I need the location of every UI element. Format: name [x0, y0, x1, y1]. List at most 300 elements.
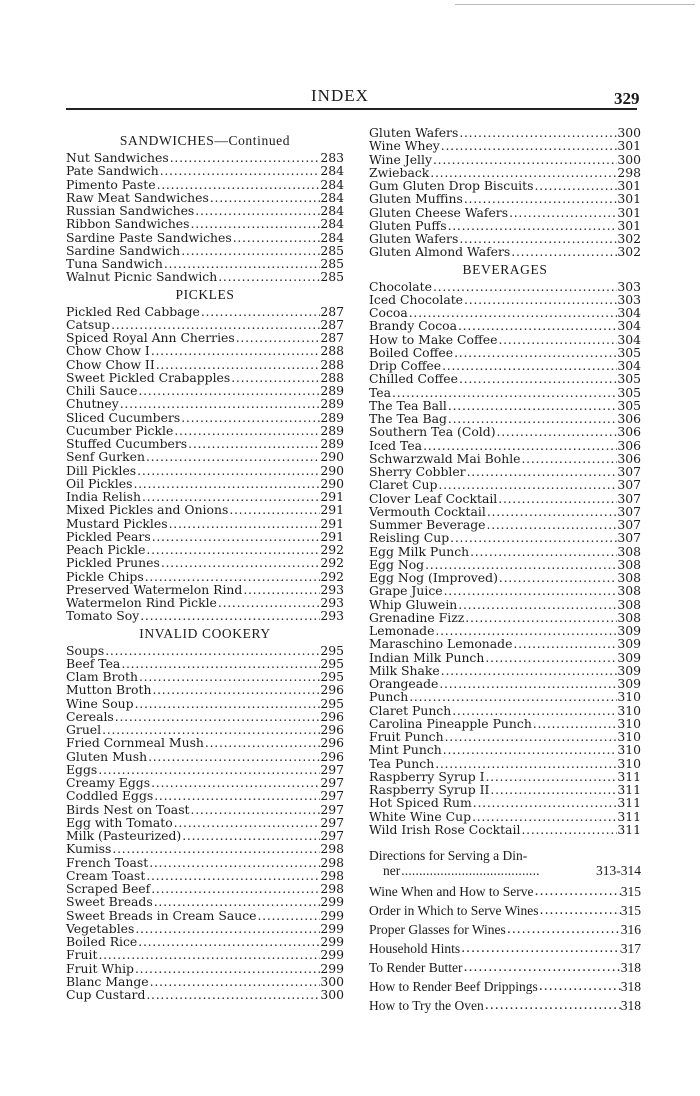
- dot-leader: [160, 556, 321, 569]
- entry-page: 295: [320, 669, 344, 684]
- dot-leader: [506, 920, 621, 939]
- entry-name: Grape Juice: [369, 583, 443, 599]
- entry-name: Gluten Wafers: [369, 231, 459, 246]
- entry-name: Sardine Paste Sandwiches: [66, 229, 232, 245]
- index-entry-order-in-which-to-serve-wines: [369, 901, 641, 920]
- index-entry-reisling-cup: [369, 531, 641, 544]
- index-entry-boiled-coffee: [369, 346, 641, 359]
- index-entry-cucumber-pickle: [66, 424, 344, 437]
- index-entry-iced-chocolate: [369, 293, 641, 306]
- entry-name: Chilled Coffee: [369, 371, 458, 387]
- index-entry-sardine-sandwich: [66, 244, 344, 257]
- dot-leader: [119, 397, 321, 410]
- index-entry-preserved-watermelon-rind: [66, 583, 344, 596]
- entry-name: Oil Pickles: [66, 475, 133, 491]
- dot-leader: [539, 901, 621, 920]
- entry-page: 296: [320, 682, 344, 698]
- entry-name: Pickled Pears: [66, 528, 151, 544]
- dot-leader: [408, 306, 618, 319]
- index-entry-gluten-cheese-wafers: [369, 206, 641, 219]
- entry-page: 306: [617, 424, 641, 440]
- dot-leader: [408, 690, 617, 703]
- index-entry-coddled-eggs: [66, 789, 344, 802]
- entry-page: 297: [320, 828, 344, 843]
- entry-page: 296: [320, 735, 344, 751]
- dot-leader: [484, 651, 617, 664]
- index-entry-mint-punch: [369, 743, 641, 756]
- index-entry-lemonade: [369, 624, 641, 637]
- entry-name: Chocolate: [369, 278, 432, 294]
- entry-page: 303: [617, 291, 641, 307]
- entry-page: 310: [617, 715, 641, 731]
- entry-page: 297: [320, 814, 344, 830]
- dot-leader: [145, 988, 320, 1001]
- entry-page: 300: [617, 125, 641, 140]
- entry-page: 284: [320, 189, 344, 205]
- dot-leader: [434, 757, 617, 770]
- entry-name: Cucumber Pickle: [66, 422, 174, 438]
- index-entry-dill-pickles: [66, 464, 344, 477]
- entry-name: Mustard Pickles: [66, 515, 168, 531]
- entry-name: Lemonade: [369, 623, 435, 638]
- index-entry-ribbon-sandwiches: [66, 217, 344, 230]
- entry-name: Zwieback: [369, 164, 430, 180]
- index-entry-tea-punch: [369, 757, 641, 770]
- entry-name: Iced Chocolate: [369, 291, 464, 307]
- index-entry-kumiss: [66, 842, 344, 855]
- index-entry-wild-irish-rose-cocktail: [369, 823, 641, 836]
- entry-page: 304: [617, 358, 641, 373]
- index-entry-cup-custard: [66, 988, 344, 1001]
- entry-name: Chutney: [66, 396, 119, 412]
- entry-page: 302: [617, 244, 641, 260]
- index-entry-india-relish: [66, 490, 344, 503]
- entry-name: Gluten Puffs: [369, 217, 447, 233]
- entry-name-line1: Directions for Serving a Din-: [369, 848, 528, 863]
- entry-page: 307: [617, 530, 641, 546]
- dot-leader: [466, 465, 618, 478]
- index-entry-mixed-pickles-and-onions: [66, 503, 344, 516]
- dot-leader: [457, 598, 617, 611]
- dot-leader: [437, 478, 617, 491]
- entry-page: 296: [320, 708, 344, 724]
- index-entry-catsup: [66, 318, 344, 331]
- entry-name: Fried Cornmeal Mush: [66, 735, 204, 751]
- entry-name-line2: ner: [383, 862, 401, 878]
- entry-page: 284: [320, 176, 344, 192]
- entry-name: Eggs: [66, 761, 98, 777]
- dot-leader: [156, 178, 321, 191]
- entry-name: Milk Shake: [369, 662, 440, 678]
- index-entry-boiled-rice: [66, 935, 344, 948]
- entry-page: 303: [617, 278, 641, 294]
- entry-page: 300: [617, 151, 641, 167]
- entry-name: Tomato Soy: [66, 608, 140, 624]
- dot-leader: [173, 424, 320, 437]
- index-entry-chow-chow-ii: [66, 358, 344, 371]
- entry-name: Kumiss: [66, 841, 112, 857]
- entry-page: 308: [617, 583, 641, 599]
- index-entry-brandy-cocoa: [369, 319, 641, 332]
- index-entry-spiced-royal-ann-cherries: [66, 331, 344, 344]
- index-entry-chili-sauce: [66, 384, 344, 397]
- index-entry-gluten-puffs: [369, 219, 641, 232]
- entry-page: 292: [320, 542, 344, 557]
- dot-leader: [463, 293, 617, 306]
- index-entry-carolina-pineapple-punch: [369, 717, 641, 730]
- entry-name: Reisling Cup: [369, 530, 450, 546]
- dot-leader: [432, 280, 617, 293]
- dot-leader: [484, 996, 621, 1015]
- dot-leader: [190, 217, 321, 230]
- entry-name: Grenadine Fizz: [369, 609, 465, 625]
- entry-page: 302: [617, 231, 641, 246]
- entry-name: Birds Nest on Toast: [66, 801, 190, 817]
- entry-page: 290: [320, 462, 344, 478]
- index-entry-sliced-cucumbers: [66, 411, 344, 424]
- entry-page: 317: [620, 941, 641, 956]
- entry-page: 289: [320, 422, 344, 438]
- entry-name: The Tea Bag: [369, 411, 447, 426]
- index-entry-drip-coffee: [369, 359, 641, 372]
- dot-leader: [151, 530, 321, 543]
- entry-page: 309: [617, 676, 641, 691]
- entry-name: Vermouth Cocktail: [369, 503, 486, 519]
- dot-leader: [497, 333, 617, 346]
- index-entry-whip-gluwein: [369, 598, 641, 611]
- dot-leader: [533, 179, 617, 192]
- entry-page: 315: [620, 903, 641, 918]
- entry-page: 315: [620, 884, 641, 899]
- index-entry-soups: [66, 644, 344, 657]
- index-entry-sweet-breads: [66, 895, 344, 908]
- entry-name: Wild Irish Rose Cocktail: [369, 821, 521, 837]
- dot-leader: [145, 543, 320, 556]
- dot-leader: [508, 206, 617, 219]
- entry-name: Gluten Almond Wafers: [369, 244, 511, 260]
- entry-name: Hot Spiced Rum: [369, 795, 472, 811]
- index-entry-proper-glasses-for-wines: [369, 920, 641, 939]
- dot-leader: [145, 869, 320, 882]
- entry-page: 287: [320, 330, 344, 345]
- entry-name: Ribbon Sandwiches: [66, 216, 190, 232]
- section-heading-pickles: PICKLES: [175, 286, 235, 302]
- index-entry-pate-sandwich: [66, 164, 344, 177]
- entry-page: 284: [320, 216, 344, 232]
- entry-page: 293: [320, 595, 344, 610]
- entry-page: 296: [320, 748, 344, 764]
- entry-name: Gluten Muffins: [369, 191, 463, 207]
- entry-name: Walnut Picnic Sandwich: [66, 269, 218, 285]
- entry-name: Sweet Pickled Crabapples: [66, 369, 231, 385]
- dot-leader: [194, 204, 320, 217]
- entry-page: 296: [320, 722, 344, 737]
- dot-leader: [443, 584, 618, 597]
- entry-page: 307: [617, 490, 641, 506]
- index-entry-iced-tea: [369, 439, 641, 452]
- entry-name: Pate Sandwich: [66, 163, 159, 179]
- entry-page: 311: [617, 795, 641, 811]
- entry-name: Gruel: [66, 722, 102, 737]
- index-entry-blanc-mange: [66, 975, 344, 988]
- entry-page: 299: [320, 894, 344, 910]
- entry-name: Milk (Pasteurized): [66, 828, 182, 843]
- dot-leader: [444, 730, 618, 743]
- entry-name: Whip Gluwein: [369, 596, 458, 612]
- entry-name: Spiced Royal Ann Cherries: [66, 330, 235, 345]
- index-entry-how-to-make-coffee: [369, 333, 641, 346]
- index-entry-tea: [369, 386, 641, 399]
- dot-leader: [187, 437, 320, 450]
- entry-page: 297: [320, 761, 344, 777]
- index-entry-scraped-beef: [66, 882, 344, 895]
- entry-name: Mixed Pickles and Onions: [66, 502, 229, 518]
- dot-leader: [144, 570, 321, 583]
- entry-name: How to Try the Oven: [369, 998, 484, 1013]
- index-entry-peach-pickle: [66, 543, 344, 556]
- index-entry-egg-milk-punch: [369, 545, 641, 558]
- index-entry-beef-tea: [66, 657, 344, 670]
- entry-name: Gluten Mush: [66, 748, 148, 764]
- entry-name: How to Render Beef Drippings: [369, 979, 538, 994]
- entry-page: 298: [617, 164, 641, 180]
- entry-name: Sherry Cobbler: [369, 464, 466, 479]
- entry-name: Senf Gurken: [66, 449, 145, 465]
- index-entry-directions: [369, 849, 641, 878]
- dot-leader: [391, 386, 617, 399]
- index-entry-chow-chow-i: [66, 344, 344, 357]
- index-entry-mustard-pickles: [66, 517, 344, 530]
- entry-name: Carolina Pineapple Punch: [369, 715, 532, 731]
- entry-page: 299: [320, 960, 344, 976]
- entry-page: 305: [617, 371, 641, 387]
- dot-leader: [235, 331, 321, 344]
- entry-name: Cream Toast: [66, 867, 146, 883]
- entry-page: 304: [617, 305, 641, 320]
- dot-leader: [200, 305, 321, 318]
- index-entry-wine-whey: [369, 139, 641, 152]
- index-entry-wine-jelly: [369, 153, 641, 166]
- dot-leader: [440, 664, 618, 677]
- entry-page: 310: [617, 729, 641, 744]
- entry-name: Fruit Punch: [369, 729, 444, 744]
- dot-leader: [110, 318, 320, 331]
- dot-leader: [180, 244, 320, 257]
- entry-name: Raspberry Syrup I: [369, 768, 485, 784]
- section-heading-invalid-cookery: INVALID COOKERY: [139, 625, 271, 641]
- entry-name: Drip Coffee: [369, 358, 442, 373]
- index-entry-french-toast: [66, 856, 344, 869]
- entry-page: 291: [320, 502, 344, 518]
- index-entry-egg-with-tomato: [66, 816, 344, 829]
- dot-leader: [534, 882, 621, 901]
- entry-page: 307: [617, 477, 641, 493]
- entry-name: Fruit: [66, 947, 98, 963]
- index-entry-fruit: [66, 948, 344, 961]
- entry-page: 301: [617, 178, 641, 193]
- index-entry-fried-cornmeal-mush: [66, 736, 344, 749]
- entry-name: White Wine Cup: [369, 808, 472, 824]
- index-entry-schwarzwald-mai-bohle: [369, 452, 641, 465]
- entry-page: 301: [617, 217, 641, 233]
- dot-leader: [471, 810, 617, 823]
- dot-leader: [532, 717, 618, 730]
- entry-name: Vegetables: [66, 920, 135, 936]
- entry-page: 301: [617, 138, 641, 154]
- dot-leader: [486, 518, 618, 531]
- index-entry-chilled-coffee: [369, 372, 641, 385]
- index-entry-creamy-eggs: [66, 776, 344, 789]
- entry-page: 289: [320, 409, 344, 425]
- dot-leader: [510, 245, 617, 258]
- entry-page: 310: [617, 702, 641, 718]
- entry-name: Soups: [66, 642, 105, 658]
- entry-name: Fruit Whip: [66, 960, 134, 976]
- entry-page: 316: [620, 922, 641, 937]
- entry-page: 307: [617, 464, 641, 479]
- entry-page: 298: [320, 854, 344, 870]
- entry-page: 308: [617, 556, 641, 572]
- dot-leader: [180, 411, 320, 424]
- entry-page: 297: [320, 775, 344, 790]
- entry-page: 308: [617, 570, 641, 585]
- dot-leader: [209, 191, 321, 204]
- entry-page: 310: [617, 689, 641, 705]
- dot-leader: [145, 450, 320, 463]
- section-heading-beverages: BEVERAGES: [462, 261, 548, 277]
- index-entry-sweet-breads-in-cream-sauce: [66, 909, 344, 922]
- entry-page: 290: [320, 449, 344, 465]
- entry-page: 307: [617, 517, 641, 532]
- dot-leader: [447, 412, 617, 425]
- entry-page: 289: [320, 396, 344, 412]
- index-entry-chutney: [66, 397, 344, 410]
- index-entry-wine-soup: [66, 697, 344, 710]
- entry-name: Sweet Breads: [66, 894, 153, 910]
- entry-page: 311: [617, 808, 641, 824]
- index-entry-egg-nog: [369, 558, 641, 571]
- dot-leader: [204, 736, 320, 749]
- dot-leader: [137, 935, 320, 948]
- page-number: 329: [614, 89, 640, 108]
- entry-name: Beef Tea: [66, 655, 121, 671]
- dot-leader: [469, 545, 617, 558]
- dot-leader: [230, 371, 320, 384]
- dot-leader: [451, 704, 617, 717]
- entry-page: 304: [617, 331, 641, 347]
- entry-name: The Tea Ball: [369, 397, 447, 413]
- dot-leader: [120, 657, 320, 670]
- dot-leader: [104, 644, 320, 657]
- dot-leader: [400, 864, 596, 879]
- entry-page: 300: [320, 987, 344, 1002]
- dot-leader: [136, 464, 320, 477]
- index-entry-clover-leaf-cocktail: [369, 492, 641, 505]
- dot-leader: [150, 344, 321, 357]
- index-entry-sweet-pickled-crabapples: [66, 371, 344, 384]
- dot-leader: [137, 384, 320, 397]
- dot-leader: [181, 829, 320, 842]
- index-entry-household-hints: [369, 939, 641, 958]
- index-entry-milk-shake: [369, 664, 641, 677]
- entry-page: 298: [320, 841, 344, 857]
- entry-name: Indian Milk Punch: [369, 649, 485, 665]
- entry-name: To Render Butter: [369, 960, 463, 975]
- index-column-left: [66, 126, 344, 1001]
- entry-page: 318: [620, 960, 641, 975]
- dot-leader: [173, 816, 321, 829]
- entry-name: Iced Tea: [369, 437, 423, 453]
- dot-leader: [217, 596, 320, 609]
- top-edge-rule: [455, 4, 695, 5]
- dot-leader: [472, 796, 618, 809]
- dot-leader: [134, 697, 321, 710]
- index-entry-tomato-soy: [66, 609, 344, 622]
- dot-leader: [463, 958, 621, 977]
- entry-name: Order in Which to Serve Wines: [369, 903, 539, 918]
- entry-name: Raspberry Syrup II: [369, 782, 490, 797]
- index-entry-nut-sandwiches: [66, 151, 344, 164]
- dot-leader: [458, 372, 617, 385]
- entry-name: Pickled Prunes: [66, 555, 160, 571]
- entry-page: 308: [617, 543, 641, 559]
- entry-name: Blanc Mange: [66, 973, 149, 989]
- dot-leader: [114, 710, 321, 723]
- entry-page: 295: [320, 695, 344, 711]
- entry-page: 298: [320, 867, 344, 883]
- entry-page: 293: [320, 581, 344, 597]
- entry-name: Claret Cup: [369, 477, 438, 493]
- index-entry-senf-gurken: [66, 450, 344, 463]
- index-entry-cream-toast: [66, 869, 344, 882]
- index-entry-southern-tea-cold: [369, 425, 641, 438]
- dot-leader: [432, 153, 617, 166]
- dot-leader: [155, 358, 321, 371]
- continued-entries: [369, 126, 641, 259]
- index-entry-mutton-broth: [66, 683, 344, 696]
- dot-leader: [441, 359, 617, 372]
- entry-name: Sliced Cucumbers: [66, 409, 181, 425]
- dot-leader: [168, 517, 321, 530]
- dot-leader: [163, 257, 321, 270]
- entry-name: Nut Sandwiches: [66, 150, 169, 165]
- entry-name: Clover Leaf Cocktail: [369, 490, 498, 506]
- beverages-entries: [369, 280, 641, 837]
- index-entry-birds-nest-on-toast: [66, 803, 344, 816]
- entry-name: Brandy Cocoa: [369, 318, 457, 334]
- entry-name: Cup Custard: [66, 987, 146, 1002]
- index-entry-chocolate: [369, 280, 641, 293]
- index-entry-clam-broth: [66, 670, 344, 683]
- index-entry-the-tea-bag: [369, 412, 641, 425]
- dot-leader: [190, 803, 321, 816]
- dot-leader: [111, 842, 320, 855]
- misc-entries: [369, 849, 641, 1015]
- entry-page: 299: [320, 907, 344, 923]
- dot-leader: [457, 319, 617, 332]
- dot-leader: [256, 909, 320, 922]
- entry-page: 306: [617, 437, 641, 453]
- dot-leader: [242, 583, 320, 596]
- entry-name: Russian Sandwiches: [66, 203, 195, 218]
- entry-page: 291: [320, 528, 344, 544]
- entry-page: 285: [320, 256, 344, 271]
- dot-leader: [138, 670, 320, 683]
- index-entry-claret-punch: [369, 704, 641, 717]
- entry-page: 293: [320, 608, 344, 624]
- index-entry-stuffed-cucumbers: [66, 437, 344, 450]
- dot-leader: [97, 763, 320, 776]
